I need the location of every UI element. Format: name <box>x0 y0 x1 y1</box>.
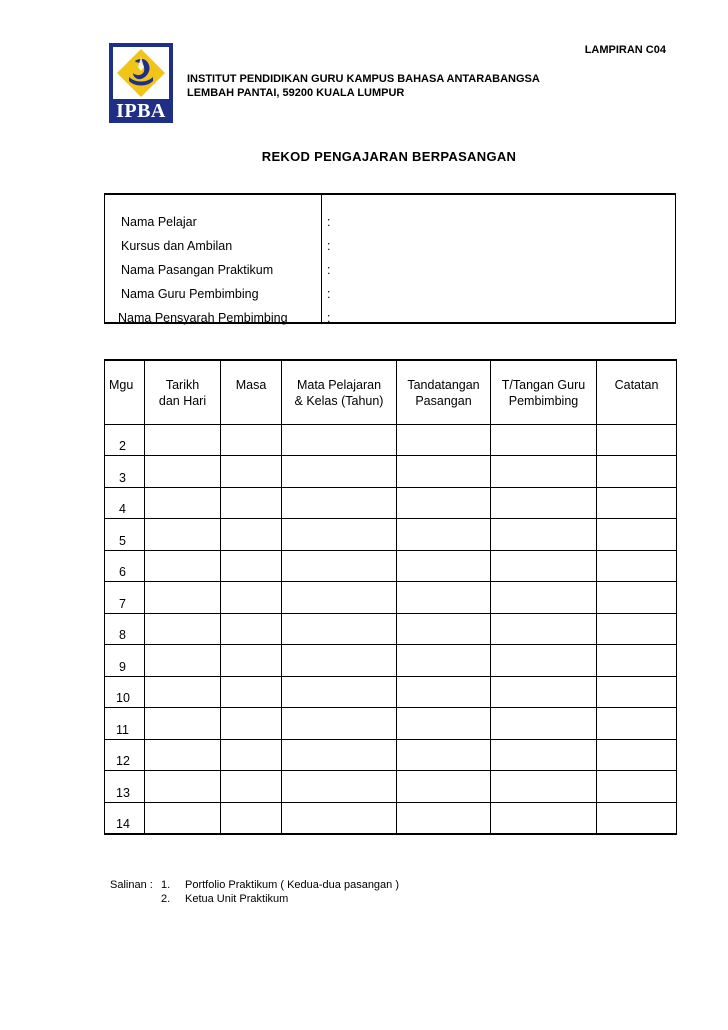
cell-tarikh[interactable] <box>145 550 221 582</box>
table-row <box>105 802 677 834</box>
cell-mata-pelajaran[interactable] <box>282 550 397 582</box>
table-row <box>105 550 677 582</box>
info-label: Nama Pelajar <box>121 215 197 229</box>
cell-tandatangan[interactable] <box>397 739 491 771</box>
info-box <box>104 193 676 324</box>
cell-masa[interactable] <box>221 645 282 677</box>
cell-catatan[interactable] <box>597 739 677 771</box>
cell-masa[interactable] <box>221 771 282 803</box>
info-row-pensyarah <box>105 309 675 327</box>
header-tandatangan: Tandatangan Pasangan <box>397 360 491 424</box>
cell-tandatangan[interactable] <box>397 487 491 519</box>
cell-masa[interactable] <box>221 708 282 740</box>
cell-catatan[interactable] <box>597 582 677 614</box>
logo-text: IPBA <box>116 100 166 122</box>
header-mata-pelajaran: Mata Pelajaran & Kelas (Tahun) <box>282 360 397 424</box>
cell-catatan[interactable] <box>597 519 677 551</box>
cell-tarikh[interactable] <box>145 456 221 488</box>
cell-mata-pelajaran[interactable] <box>282 456 397 488</box>
table-row <box>105 424 677 456</box>
week-number: 6 <box>105 550 145 582</box>
week-number: 11 <box>105 708 145 740</box>
cell-ttangan-guru[interactable] <box>491 613 597 645</box>
cell-tandatangan[interactable] <box>397 550 491 582</box>
cell-tarikh[interactable] <box>145 708 221 740</box>
cell-tandatangan[interactable] <box>397 613 491 645</box>
cell-tarikh[interactable] <box>145 739 221 771</box>
cell-catatan[interactable] <box>597 708 677 740</box>
salinan-item-text: Ketua Unit Praktikum <box>185 893 289 905</box>
ipba-logo <box>109 43 173 123</box>
week-number: 14 <box>105 802 145 834</box>
cell-ttangan-guru[interactable] <box>491 708 597 740</box>
info-label: Nama Guru Pembimbing <box>121 287 259 301</box>
cell-masa[interactable] <box>221 487 282 519</box>
cell-mata-pelajaran[interactable] <box>282 771 397 803</box>
cell-ttangan-guru[interactable] <box>491 550 597 582</box>
record-table <box>104 359 677 835</box>
cell-tarikh[interactable] <box>145 519 221 551</box>
salinan-item-number: 2. <box>161 893 171 905</box>
week-number: 5 <box>105 519 145 551</box>
table-row <box>105 645 677 677</box>
table-row <box>105 771 677 803</box>
cell-mata-pelajaran[interactable] <box>282 645 397 677</box>
cell-ttangan-guru[interactable] <box>491 424 597 456</box>
cell-mata-pelajaran[interactable] <box>282 676 397 708</box>
table-row <box>105 613 677 645</box>
cell-tarikh[interactable] <box>145 582 221 614</box>
cell-mata-pelajaran[interactable] <box>282 424 397 456</box>
cell-ttangan-guru[interactable] <box>491 676 597 708</box>
cell-catatan[interactable] <box>597 771 677 803</box>
week-number: 12 <box>105 739 145 771</box>
week-number: 3 <box>105 456 145 488</box>
cell-tandatangan[interactable] <box>397 708 491 740</box>
info-row-guru <box>105 285 675 303</box>
cell-ttangan-guru[interactable] <box>491 519 597 551</box>
cell-masa[interactable] <box>221 456 282 488</box>
cell-tandatangan[interactable] <box>397 802 491 834</box>
cell-ttangan-guru[interactable] <box>491 739 597 771</box>
week-number: 10 <box>105 676 145 708</box>
info-colon: : <box>327 215 331 229</box>
cell-masa[interactable] <box>221 582 282 614</box>
week-number: 9 <box>105 645 145 677</box>
cell-masa[interactable] <box>221 613 282 645</box>
cell-catatan[interactable] <box>597 456 677 488</box>
cell-catatan[interactable] <box>597 645 677 677</box>
week-number: 13 <box>105 771 145 803</box>
logo-mark-icon <box>113 47 169 99</box>
table-row <box>105 582 677 614</box>
cell-tandatangan[interactable] <box>397 424 491 456</box>
cell-tandatangan[interactable] <box>397 456 491 488</box>
cell-tarikh[interactable] <box>145 613 221 645</box>
table-row <box>105 456 677 488</box>
cell-masa[interactable] <box>221 739 282 771</box>
info-label: Nama Pasangan Praktikum <box>121 263 274 277</box>
cell-catatan[interactable] <box>597 550 677 582</box>
cell-tarikh[interactable] <box>145 802 221 834</box>
cell-tandatangan[interactable] <box>397 582 491 614</box>
cell-mata-pelajaran[interactable] <box>282 613 397 645</box>
cell-ttangan-guru[interactable] <box>491 582 597 614</box>
table-row <box>105 676 677 708</box>
info-label: Kursus dan Ambilan <box>121 239 233 253</box>
week-number: 7 <box>105 582 145 614</box>
table-row <box>105 487 677 519</box>
week-number: 8 <box>105 613 145 645</box>
cell-mata-pelajaran[interactable] <box>282 582 397 614</box>
cell-masa[interactable] <box>221 802 282 834</box>
cell-tarikh[interactable] <box>145 645 221 677</box>
cell-ttangan-guru[interactable] <box>491 771 597 803</box>
info-colon: : <box>327 239 331 253</box>
cell-masa[interactable] <box>221 676 282 708</box>
header-masa: Masa <box>221 360 282 424</box>
cell-mata-pelajaran[interactable] <box>282 519 397 551</box>
week-number: 4 <box>105 487 145 519</box>
cell-catatan[interactable] <box>597 802 677 834</box>
salinan-item-number: 1. <box>161 879 171 891</box>
institution-address: LEMBAH PANTAI, 59200 KUALA LUMPUR <box>187 87 405 99</box>
salinan-item-text: Portfolio Praktikum ( Kedua-dua pasangan ) <box>185 879 400 891</box>
cell-tandatangan[interactable] <box>397 676 491 708</box>
cell-catatan[interactable] <box>597 424 677 456</box>
cell-mata-pelajaran[interactable] <box>282 487 397 519</box>
cell-tarikh[interactable] <box>145 771 221 803</box>
cell-tarikh[interactable] <box>145 676 221 708</box>
week-number: 2 <box>105 424 145 456</box>
header-mgu: Mgu <box>105 360 145 424</box>
institution-name: INSTITUT PENDIDIKAN GURU KAMPUS BAHASA ANTARABANGSA <box>187 73 540 85</box>
cell-mata-pelajaran[interactable] <box>282 802 397 834</box>
cell-masa[interactable] <box>221 519 282 551</box>
table-row <box>105 739 677 771</box>
cell-tandatangan[interactable] <box>397 771 491 803</box>
cell-tandatangan[interactable] <box>397 519 491 551</box>
lampiran-label: LAMPIRAN C04 <box>584 44 666 56</box>
cell-mata-pelajaran[interactable] <box>282 708 397 740</box>
info-colon: : <box>327 263 331 277</box>
info-colon: : <box>327 287 331 301</box>
cell-ttangan-guru[interactable] <box>491 456 597 488</box>
cell-masa[interactable] <box>221 550 282 582</box>
cell-tarikh[interactable] <box>145 487 221 519</box>
header-catatan: Catatan <box>597 360 677 424</box>
info-row-kursus <box>105 237 675 255</box>
salinan-label: Salinan : <box>110 879 153 891</box>
cell-mata-pelajaran[interactable] <box>282 739 397 771</box>
header-tarikh: Tarikh dan Hari <box>145 360 221 424</box>
table-header-row <box>105 360 677 424</box>
cell-masa[interactable] <box>221 424 282 456</box>
info-colon: : <box>327 311 331 325</box>
institution-header <box>187 72 540 100</box>
info-row-pasangan <box>105 261 675 279</box>
table-row <box>105 708 677 740</box>
cell-tandatangan[interactable] <box>397 645 491 677</box>
info-row-nama-pelajar <box>105 213 675 231</box>
cell-ttangan-guru[interactable] <box>491 802 597 834</box>
info-label: Nama Pensyarah Pembimbing <box>118 311 288 325</box>
document-title <box>0 149 728 164</box>
cell-catatan[interactable] <box>597 487 677 519</box>
cell-catatan[interactable] <box>597 676 677 708</box>
cell-ttangan-guru[interactable] <box>491 487 597 519</box>
header-ttangan-guru: T/Tangan Guru Pembimbing <box>491 360 597 424</box>
document-title-text: REKOD PENGAJARAN BERPASANGAN <box>261 149 517 164</box>
table-row <box>105 519 677 551</box>
cell-ttangan-guru[interactable] <box>491 645 597 677</box>
cell-catatan[interactable] <box>597 613 677 645</box>
cell-tarikh[interactable] <box>145 424 221 456</box>
